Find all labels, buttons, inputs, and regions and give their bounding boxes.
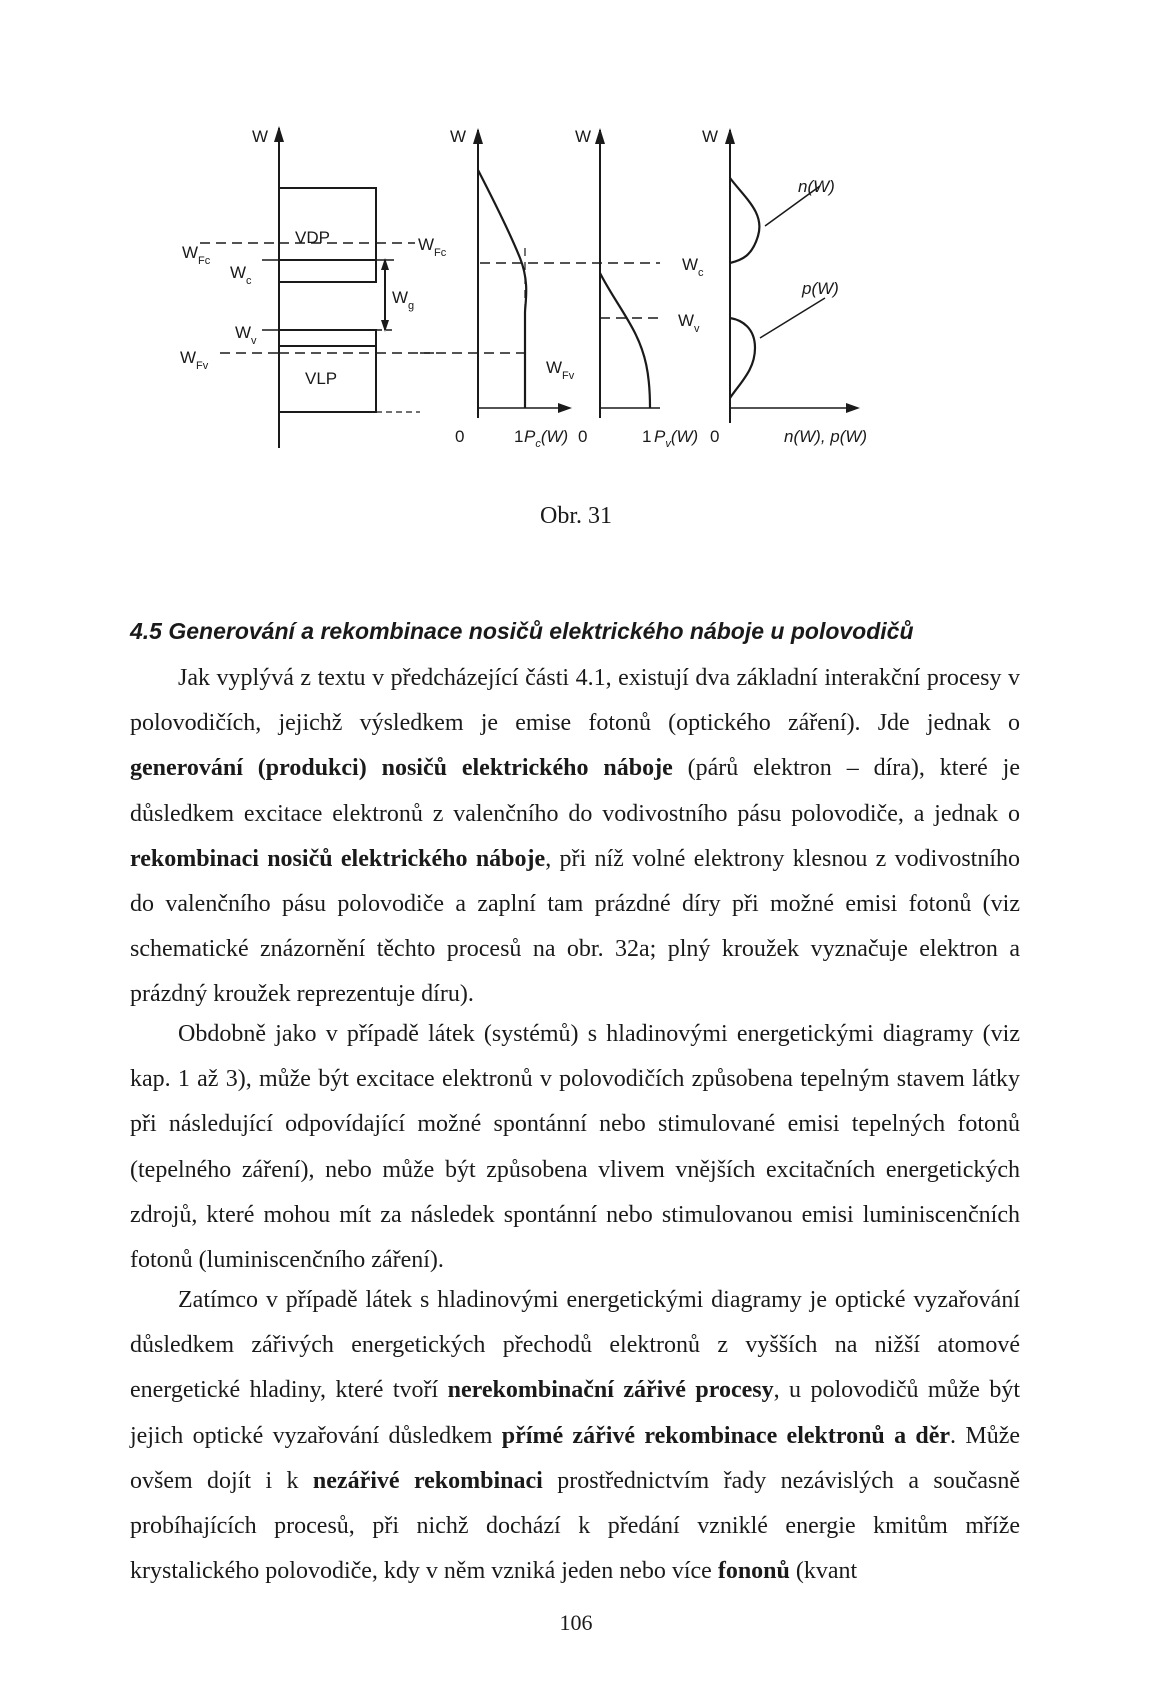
panel-c-x-label: $P_v(W)$ [654, 427, 699, 450]
paragraph-1: Jak vyplývá z textu v předcházející části 4.1, existují dva základní interakční procesy v polovodičích, jejichž výsledkem je emise fotonů (optického záření). Jde jednak o generování (produkci) nosičů elektrického náboje (párů elektron – díra), které je důsledkem excitace elektronů z valenčního do vodivostního pásu polovodiče, a jednak o rekombinaci nosičů elektrického náboje, při níž volné elektrony klesnou z vodivostního do valenčního pásu polovodiče a zaplní tam prázdné díry při možné emisi fotonů (viz schematické znázornění těchto procesů na obr. 32a; plný kroužek vyznačuje elektron a prázdný kroužek reprezentuje díru). [130, 665, 1020, 1008]
panel-d-x-arrow [846, 403, 860, 413]
label-wv: $W_v$ [235, 323, 257, 347]
panel-c-probability-v [480, 127, 704, 450]
label-vdp: VDP [295, 228, 330, 247]
p-leader-line [760, 298, 825, 338]
section-heading: 4.5 Generování a rekombinace nosičů elektrického náboje u polovodičů [130, 618, 914, 644]
label-wc: $W_c$ [230, 263, 252, 287]
panel-d-p-label: p(W) [802, 279, 839, 298]
panel-d-zero: 0 [710, 427, 720, 446]
term-generovani: generování (produkci) nosičů elektrického náboje [130, 755, 673, 782]
panel-b-probability-c [420, 127, 575, 450]
label-wfc: $W_{Fc}$ [182, 243, 211, 267]
fermi-dirac-curve-v [600, 273, 650, 408]
figure-caption: Obr. 31 [540, 503, 612, 529]
panel-d-x-label: n(W), p(W) [784, 427, 868, 446]
panel-b-x-label: $P_c(W)$ [524, 427, 569, 450]
band-diagram-svg [180, 108, 980, 488]
hole-density-curve [730, 318, 755, 398]
term-nezariva-rekombinace: nezářivé rekombinaci [312, 1467, 543, 1494]
panel-d-axis-arrow [725, 128, 735, 144]
panel-c-axis-label: W [575, 127, 592, 146]
page-number: 106 [559, 1610, 593, 1635]
panel-b-axis-arrow [473, 128, 483, 144]
term-prima-rekombinace: přímé zářivé rekombinace elektronů a děr [501, 1422, 951, 1449]
label-vlp: VLP [305, 369, 338, 388]
term-rekombinace: rekombinaci nosičů elektrického náboje [130, 845, 546, 872]
panel-c-axis-arrow [595, 128, 605, 144]
panel-d-carrier-density [702, 127, 867, 446]
panel-d-axis-label: W [702, 127, 719, 146]
panel-c-one: 1 [642, 427, 652, 446]
paragraph-2: Obdobně jako v případě látek (systémů) s hladinovými energetickými diagramy (viz kap. 1 až 3), může být excitace elektronů v polovodičích způsobena tepelným stavem látky při následující odpovídající možné spontánní nebo stimulované emisi tepelných fotonů (tepelného záření), nebo může být způsobena vlivem vnějších excitačních energetických zdrojů, které mohou mít za následek spontánní nebo stimulovanou emisi luminiscenčních fotonů (luminiscenčního záření). [130, 1021, 1020, 1274]
label-wg: $W_g$ [392, 288, 415, 312]
paragraph-3: Zatímco v případě látek s hladinovými energetickými diagramy je optické vyzařování důsledkem zářivých energetických přechodů elektronů z vyšších na nižší atomové energetické hladiny, které tvoří nerekombinační zářivé procesy, u polovodičů může být jejich optické vyzařování důsledkem přímé zářivé rekombinace elektronů a děr. Může ovšem dojít i k nezářivé rekombinaci prostřednictvím řady nezávislých a současně probíhajících procesů, při nichž dochází k předání vzniklé energie kmitům mříže krystalického polovodiče, kdy v něm vzniká jeden nebo více fononů (kvant [130, 1287, 1021, 1585]
panel-c-label-wc: $W_c$ [682, 255, 704, 279]
panel-b-zero: 0 [455, 427, 465, 446]
electron-density-curve [730, 178, 759, 263]
panel-a-axis-arrow [274, 126, 284, 142]
fermi-dirac-curve-c [478, 170, 526, 408]
panel-a-energy-bands [180, 126, 447, 448]
term-fonony: fononů [717, 1558, 790, 1585]
panel-b-x-arrow [558, 403, 572, 413]
label-wfc-right: $W_{Fc}$ [418, 235, 447, 259]
panel-a-axis-label: W [252, 127, 269, 146]
band-diagram-figure [180, 108, 980, 488]
panel-b-axis-label: W [450, 127, 467, 146]
panel-c-label-wv: $W_v$ [678, 311, 700, 335]
label-wfv: $W_{Fv}$ [180, 348, 209, 372]
term-nerekombinacni: nerekombinační zářivé procesy [447, 1377, 774, 1404]
panel-b-label-wfv: $W_{Fv}$ [546, 358, 575, 382]
panel-d-n-label: n(W) [798, 177, 835, 196]
panel-b-one: 1 [514, 427, 524, 446]
panel-c-zero: 0 [578, 427, 588, 446]
